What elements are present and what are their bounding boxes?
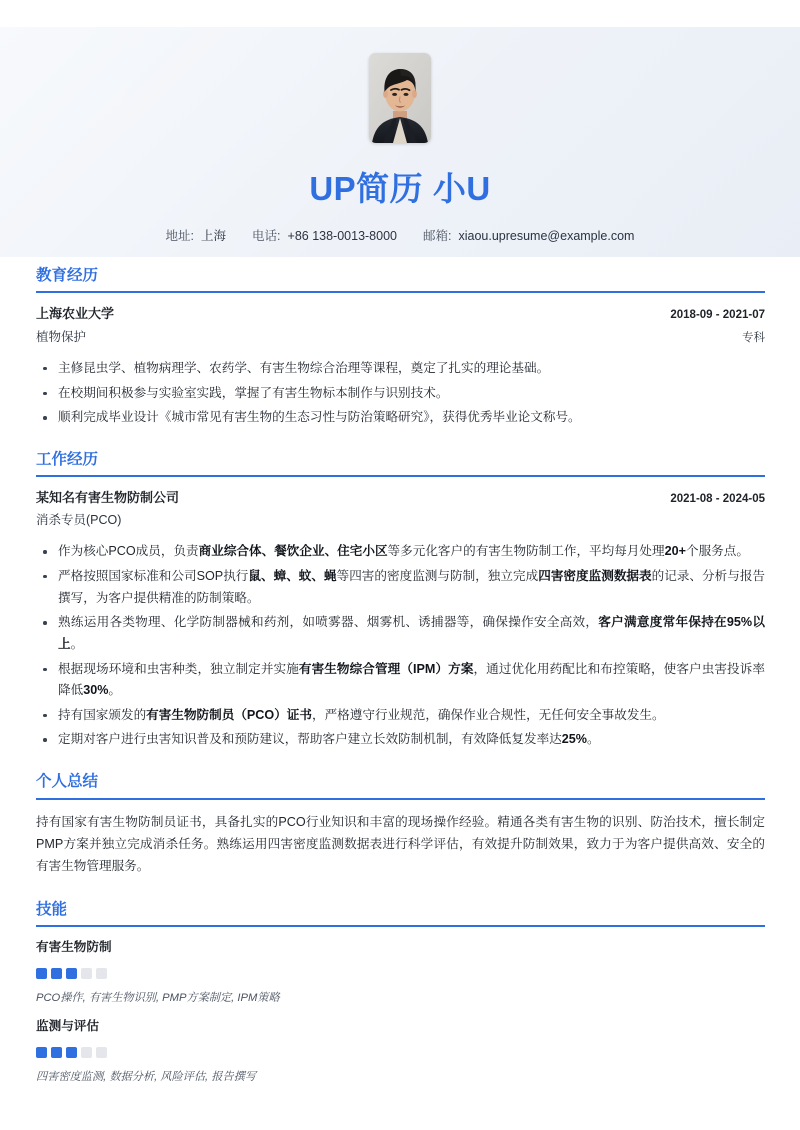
education-major: 植物保护 xyxy=(36,329,87,344)
skill-level-dot xyxy=(66,968,77,979)
contact-address xyxy=(166,226,227,244)
skill-level-dot xyxy=(36,968,47,979)
contact-email-value: xiaou.upresume@example.com xyxy=(458,228,635,243)
summary-text: 持有国家有害生物防制员证书，具备扎实的PCO行业知识和丰富的现场操作经验。精通各类有害生物的识别、防治技术，擅长制定PMP方案并独立完成消杀任务。熟练运用四害密度监测数据表进行科学评估，有效提升防制效果，致力于为客户提供高效、安全的有害生物管理服务。 xyxy=(36,814,765,874)
avatar xyxy=(369,53,431,143)
contact-phone-value: +86 138-0013-8000 xyxy=(287,228,397,243)
section-education xyxy=(36,266,765,429)
education-entry-sub xyxy=(36,328,765,347)
list-item: 顺利完成毕业设计《城市常见有害生物的生态习性与防治策略研究》，获得优秀毕业论文称号。 xyxy=(36,407,765,429)
skill-level-dot xyxy=(96,968,107,979)
skill-name: 有害生物防制 xyxy=(36,940,112,955)
skill-tags: 四害密度监测, 数据分析, 风险评估, 报告撰写 xyxy=(36,1070,257,1083)
section-skills xyxy=(36,900,765,1086)
section-work xyxy=(36,450,765,751)
contact-address-label: 地址: xyxy=(165,228,195,243)
list-item: 主修昆虫学、植物病理学、农药学、有害生物综合治理等课程，奠定了扎实的理论基础。 xyxy=(36,358,765,380)
portrait-photo-icon xyxy=(369,53,431,143)
section-summary xyxy=(36,772,765,878)
section-skills-title: 技能 xyxy=(36,900,68,918)
list-item: 根据现场环境和虫害种类，独立制定并实施有害生物综合管理（IPM）方案，通过优化用药配比和布控策略，使客户虫害投诉率降低30%。 xyxy=(36,659,765,702)
contact-email-label: 邮箱: xyxy=(423,228,452,243)
skill-item-monitoring xyxy=(36,1017,765,1086)
contact-address-value: 上海 xyxy=(201,228,227,243)
page-title: UP简历 小U xyxy=(309,170,491,207)
list-item: 持有国家颁发的有害生物防制员（PCO）证书，严格遵守行业规范，确保作业合规性，无任何安全事故发生。 xyxy=(36,705,765,727)
skill-level-dot xyxy=(51,968,62,979)
skill-tags: PCO操作, 有害生物识别, PMP方案制定, IPM策略 xyxy=(36,991,280,1004)
skill-level-dot xyxy=(96,1047,107,1058)
work-entry-head xyxy=(36,488,765,508)
skill-name: 监测与评估 xyxy=(36,1018,99,1033)
skill-level-dot xyxy=(51,1047,62,1058)
section-divider xyxy=(36,925,765,927)
education-bullets xyxy=(36,358,765,429)
education-school: 上海农业大学 xyxy=(36,306,115,322)
section-summary-title: 个人总结 xyxy=(36,773,99,791)
list-item: 严格按照国家标准和公司SOP执行鼠、蟑、蚊、蝇等四害的密度监测与防制，独立完成四害密度监测数据表的记录、分析与报告撰写，为客户提供精准的防制策略。 xyxy=(36,566,765,609)
skill-level-dot xyxy=(81,1047,92,1058)
contact-line xyxy=(166,226,635,244)
education-degree: 专科 xyxy=(742,331,765,344)
contact-phone-label: 电话: xyxy=(252,228,281,243)
section-divider xyxy=(36,798,765,800)
skill-level-meter xyxy=(36,1047,765,1058)
skill-item-pest-control xyxy=(36,938,765,1007)
skill-level-dot xyxy=(81,968,92,979)
work-position: 消杀专员(PCO) xyxy=(36,513,122,528)
list-item: 在校期间积极参与实验室实践，掌握了有害生物标本制作与识别技术。 xyxy=(36,383,765,405)
work-date: 2021-08 - 2024-05 xyxy=(670,493,765,506)
section-work-title: 工作经历 xyxy=(36,450,99,468)
section-divider xyxy=(36,475,765,477)
skill-level-dot xyxy=(36,1047,47,1058)
contact-phone xyxy=(252,226,397,244)
education-date: 2018-09 - 2021-07 xyxy=(670,309,765,322)
resume-header xyxy=(0,27,800,257)
list-item: 作为核心PCO成员，负责商业综合体、餐饮企业、住宅小区等多元化客户的有害生物防制工作，平均每月处理20+个服务点。 xyxy=(36,541,765,563)
work-bullets xyxy=(36,541,765,751)
skill-level-meter xyxy=(36,968,765,979)
skill-level-dot xyxy=(66,1047,77,1058)
section-divider xyxy=(36,291,765,293)
section-education-title: 教育经历 xyxy=(36,267,99,284)
list-item: 熟练运用各类物理、化学防制器械和药剂，如喷雾器、烟雾机、诱捕器等，确保操作安全高效，客户满意度常年保持在95%以上。 xyxy=(36,612,765,655)
contact-email xyxy=(423,226,634,244)
resume-body xyxy=(36,266,765,1085)
work-entry-sub xyxy=(36,511,765,530)
list-item: 定期对客户进行虫害知识普及和预防建议，帮助客户建立长效防制机制，有效降低复发率达25%。 xyxy=(36,729,765,751)
work-company: 某知名有害生物防制公司 xyxy=(36,490,180,506)
education-entry-head xyxy=(36,304,765,324)
